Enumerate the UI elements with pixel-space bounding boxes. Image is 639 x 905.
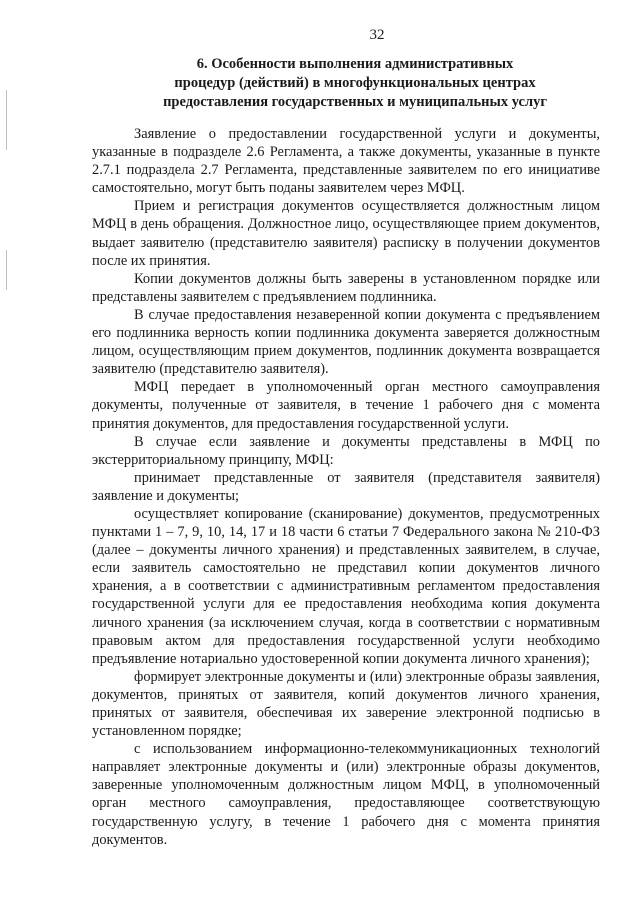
heading-line: процедур (действий) в многофункциональных центрах (174, 75, 536, 91)
paragraph: с использованием информационно-телекоммуникационных технологий направляет электронные документы и (или) электронные образы документов, заверенные уполномоченным должностным лицом МФЦ, в уполномоченный орган местного самоуправления, предоставляющее соответствующую государственную услугу, в течение 1 рабочего дня с момента принятия документов. (92, 741, 600, 848)
document-body (92, 125, 600, 849)
section-heading (92, 55, 618, 112)
scan-edge-mark (6, 90, 7, 150)
paragraph: принимает представленные от заявителя (представителя заявителя) заявление и документы; (92, 469, 600, 504)
paragraph: формирует электронные документы и (или) электронные образы заявления, документов, принятых от заявителя, копий документов личного хранения, принятых от заявителя, обеспечивая их заверение электронной подписью в установленном порядке; (92, 668, 600, 740)
page-number: 32 (369, 27, 385, 43)
heading-line: 6. Особенности выполнения административных (196, 56, 514, 72)
paragraph: В случае предоставления незаверенной копии документа с предъявлением его подлинника верность копии подлинника документа заверяется должностным лицом, осуществляющим прием документов, подлинник документа возвращается заявителю (представителю заявителя). (92, 306, 600, 378)
heading-line: предоставления государственных и муниципальных услуг (163, 94, 547, 110)
paragraph: Копии документов должны быть заверены в установленном порядке или представлены заявителем с предъявлением подлинника. (92, 270, 600, 305)
paragraph: Заявление о предоставлении государственной услуги и документы, указанные в подразделе 2.6 Регламента, а также документы, указанные в пункте 2.7.1 подраздела 2.7 Регламента, представленные заявителем по его инициативе самостоятельно, могут быть поданы заявителем через МФЦ. (92, 126, 600, 197)
paragraph: осуществляет копирование (сканирование) документов, предусмотренных пунктами 1 – 7, 9, 10, 14, 17 и 18 части 6 статьи 7 Федерального закона № 210-ФЗ (далее – документы личного хранения) и представленных заявителем, в случае, если заявитель самостоятельно не представил копии документов личного хранения, а в соответствии с административным регламентом предоставления государственной услуги для ее предоставления необходима копия документа личного хранения (за исключением случая, когда в соответствии с нормативным правовым актом для предоставления государственной услуги необходимо предъявление нотариально удостоверенной копии документа личного хранения); (92, 505, 600, 667)
paragraph: Прием и регистрация документов осуществляется должностным лицом МФЦ в день обращения. Должностное лицо, осуществляющее прием документов, выдает заявителю (представителю заявителя) расписку в получении документов после их принятия. (92, 198, 600, 269)
paragraph: В случае если заявление и документы представлены в МФЦ по экстерриториальному принципу, МФЦ: (92, 433, 600, 468)
scan-edge-mark (6, 250, 7, 290)
paragraph: МФЦ передает в уполномоченный орган местного самоуправления документы, полученные от заявителя, в течение 1 рабочего дня с момента принятия документов, для предоставления государственной услуги. (92, 379, 600, 432)
